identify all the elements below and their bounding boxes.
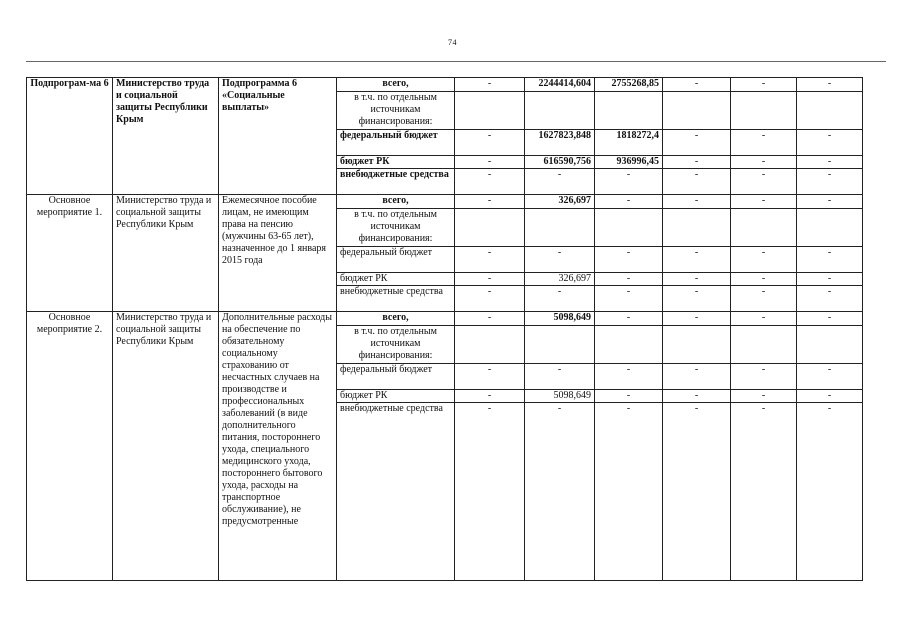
amount-cell: - bbox=[797, 286, 863, 312]
amount-cell: - bbox=[797, 273, 863, 286]
amount-cell: - bbox=[731, 195, 797, 209]
amount-cell: - bbox=[455, 364, 525, 390]
amount-cell bbox=[731, 92, 797, 130]
amount-cell: - bbox=[525, 286, 595, 312]
amount-cell: - bbox=[595, 403, 663, 581]
amount-cell: 326,697 bbox=[525, 195, 595, 209]
amount-cell: - bbox=[663, 169, 731, 195]
table-row bbox=[27, 195, 863, 209]
amount-cell: - bbox=[455, 286, 525, 312]
subprogram-name-cell: Ежемесячное пособие лицам, не имеющим права на пенсию (мужчины 63-65 лет), назначенное до 1 января 2015 года bbox=[219, 195, 337, 312]
amount-cell bbox=[595, 92, 663, 130]
amount-cell: - bbox=[525, 169, 595, 195]
header-rule bbox=[26, 61, 886, 62]
amount-cell bbox=[731, 326, 797, 364]
amount-cell: - bbox=[595, 390, 663, 403]
funding-source-cell: всего, bbox=[337, 78, 455, 92]
table-row bbox=[27, 312, 863, 326]
amount-cell bbox=[595, 326, 663, 364]
amount-cell bbox=[595, 209, 663, 247]
amount-cell: - bbox=[663, 78, 731, 92]
funding-source-cell: внебюджетные средства bbox=[337, 403, 455, 581]
amount-cell: 2244414,604 bbox=[525, 78, 595, 92]
amount-cell bbox=[797, 209, 863, 247]
funding-source-cell: всего, bbox=[337, 312, 455, 326]
amount-cell: - bbox=[455, 169, 525, 195]
amount-cell bbox=[797, 326, 863, 364]
amount-cell: - bbox=[797, 130, 863, 156]
amount-cell: - bbox=[731, 130, 797, 156]
funding-source-cell: внебюджетные средства bbox=[337, 286, 455, 312]
amount-cell: - bbox=[455, 312, 525, 326]
amount-cell bbox=[663, 92, 731, 130]
amount-cell: - bbox=[663, 156, 731, 169]
amount-cell: - bbox=[455, 390, 525, 403]
amount-cell: - bbox=[731, 273, 797, 286]
funding-source-cell: внебюджетные средства bbox=[337, 169, 455, 195]
subprogram-name-cell: Подпрограмма 6 «Социальные выплаты» bbox=[219, 78, 337, 195]
subprogram-name-cell: Дополнительные расходы на обеспечение по обязательному социальному страхованию от несчастных случаев на производстве и профессиональных заболеваний (в виде дополнительного питания, постороннего ухода, специального медицинского ухода, постороннего бытового ухода, расходы на транспортное обслуживание), не предусмотренные bbox=[219, 312, 337, 581]
amount-cell bbox=[525, 92, 595, 130]
amount-cell: - bbox=[595, 312, 663, 326]
amount-cell: - bbox=[797, 312, 863, 326]
amount-cell: 1818272,4 bbox=[595, 130, 663, 156]
amount-cell: 5098,649 bbox=[525, 312, 595, 326]
amount-cell: - bbox=[663, 390, 731, 403]
amount-cell: - bbox=[595, 364, 663, 390]
amount-cell bbox=[663, 209, 731, 247]
amount-cell: - bbox=[797, 390, 863, 403]
amount-cell: - bbox=[797, 247, 863, 273]
funding-source-cell: в т.ч. по отдельным источникам финансирования: bbox=[337, 92, 455, 130]
program-cell: Подпрограм-ма 6 bbox=[27, 78, 113, 195]
amount-cell: - bbox=[731, 364, 797, 390]
amount-cell: - bbox=[663, 130, 731, 156]
ministry-cell: Министерство труда и социальной защиты Республики Крым bbox=[113, 195, 219, 312]
amount-cell: 2755268,85 bbox=[595, 78, 663, 92]
table-row bbox=[27, 78, 863, 92]
program-cell: Основное мероприятие 2. bbox=[27, 312, 113, 581]
amount-cell: - bbox=[797, 195, 863, 209]
amount-cell: - bbox=[797, 364, 863, 390]
funding-source-cell: бюджет РК bbox=[337, 273, 455, 286]
amount-cell: - bbox=[797, 169, 863, 195]
amount-cell bbox=[797, 92, 863, 130]
amount-cell: - bbox=[663, 273, 731, 286]
amount-cell bbox=[663, 326, 731, 364]
amount-cell: - bbox=[797, 156, 863, 169]
amount-cell: - bbox=[731, 312, 797, 326]
amount-cell: - bbox=[731, 247, 797, 273]
amount-cell: - bbox=[663, 195, 731, 209]
amount-cell: - bbox=[595, 195, 663, 209]
amount-cell: - bbox=[797, 78, 863, 92]
amount-cell: - bbox=[525, 403, 595, 581]
amount-cell: - bbox=[595, 286, 663, 312]
amount-cell: - bbox=[455, 247, 525, 273]
amount-cell: - bbox=[797, 403, 863, 581]
amount-cell: - bbox=[731, 390, 797, 403]
amount-cell: - bbox=[663, 312, 731, 326]
funding-source-cell: бюджет РК bbox=[337, 390, 455, 403]
amount-cell: 1627823,848 bbox=[525, 130, 595, 156]
amount-cell: - bbox=[731, 156, 797, 169]
amount-cell: - bbox=[525, 364, 595, 390]
amount-cell: 936996,45 bbox=[595, 156, 663, 169]
amount-cell: - bbox=[455, 78, 525, 92]
amount-cell: 616590,756 bbox=[525, 156, 595, 169]
page-number: 74 bbox=[448, 38, 457, 47]
amount-cell: - bbox=[731, 403, 797, 581]
funding-source-cell: в т.ч. по отдельным источникам финансирования: bbox=[337, 209, 455, 247]
amount-cell: - bbox=[663, 286, 731, 312]
amount-cell: - bbox=[595, 273, 663, 286]
amount-cell: - bbox=[595, 169, 663, 195]
budget-table-body bbox=[27, 78, 863, 581]
amount-cell: - bbox=[455, 195, 525, 209]
amount-cell bbox=[525, 326, 595, 364]
amount-cell: - bbox=[731, 169, 797, 195]
funding-source-cell: всего, bbox=[337, 195, 455, 209]
amount-cell: - bbox=[663, 403, 731, 581]
amount-cell: - bbox=[663, 247, 731, 273]
amount-cell bbox=[455, 92, 525, 130]
funding-source-cell: в т.ч. по отдельным источникам финансирования: bbox=[337, 326, 455, 364]
budget-table bbox=[26, 77, 863, 581]
amount-cell: - bbox=[455, 403, 525, 581]
amount-cell: - bbox=[663, 364, 731, 390]
amount-cell: - bbox=[525, 247, 595, 273]
amount-cell: - bbox=[455, 156, 525, 169]
amount-cell: - bbox=[455, 130, 525, 156]
ministry-cell: Министерство труда и социальной защиты Республики Крым bbox=[113, 78, 219, 195]
amount-cell: - bbox=[731, 286, 797, 312]
amount-cell bbox=[455, 326, 525, 364]
funding-source-cell: бюджет РК bbox=[337, 156, 455, 169]
program-cell: Основное мероприятие 1. bbox=[27, 195, 113, 312]
funding-source-cell: федеральный бюджет bbox=[337, 364, 455, 390]
amount-cell: 326,697 bbox=[525, 273, 595, 286]
amount-cell: - bbox=[455, 273, 525, 286]
amount-cell bbox=[455, 209, 525, 247]
funding-source-cell: федеральный бюджет bbox=[337, 247, 455, 273]
amount-cell: - bbox=[595, 247, 663, 273]
ministry-cell: Министерство труда и социальной защиты Республики Крым bbox=[113, 312, 219, 581]
amount-cell: 5098,649 bbox=[525, 390, 595, 403]
funding-source-cell: федеральный бюджет bbox=[337, 130, 455, 156]
amount-cell: - bbox=[731, 78, 797, 92]
amount-cell bbox=[525, 209, 595, 247]
amount-cell bbox=[731, 209, 797, 247]
